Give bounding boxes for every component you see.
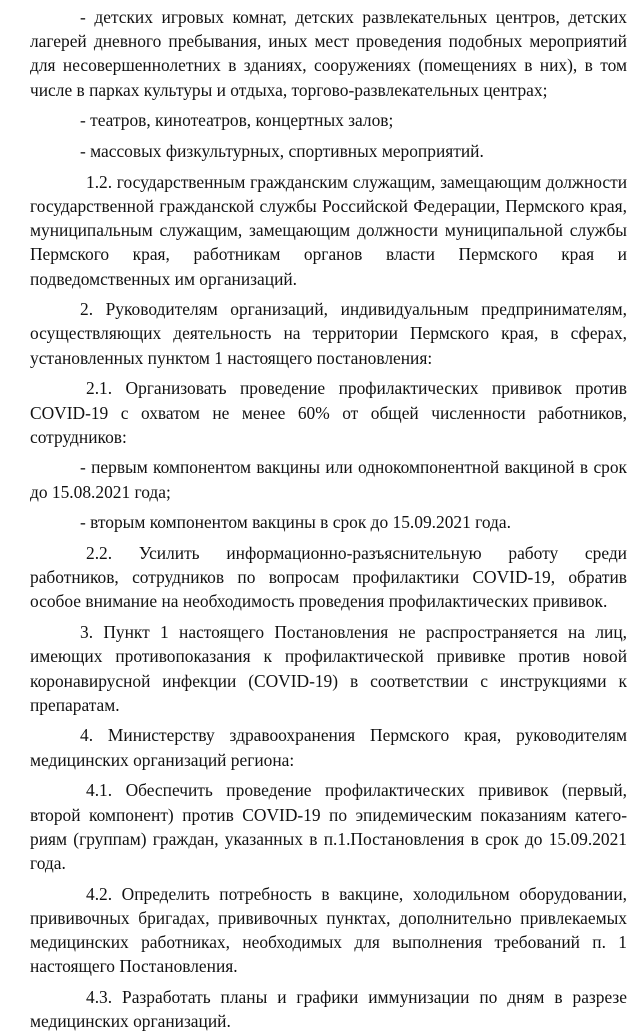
paragraph-2-1: 2.1. Организовать проведение профилактических прививок против COVID-19 с охватом не менее 60% от общей численности работников, сотрудников:	[30, 378, 627, 447]
paragraph-2: 2. Руководителям организаций, индивидуальным предпринимателям, осуществляющих деятельность на территории Пермского края, в сферах, установленных пунктом 1 настоящего постановления:	[30, 299, 627, 368]
paragraph-4-3: 4.3. Разработать планы и графики иммунизации по дням в разрезе медицинских организаций.	[30, 987, 627, 1032]
paragraph-first-component: - первым компонентом вакцины или однокомпонентной вакциной в срок до 15.08.2021 года;	[30, 457, 627, 502]
paragraph-2-2: 2.2. Усилить информационно-разъяснительную работу среди работников, сотрудников по вопросам профилактики COVID-19, обратив особое внимание на необходимость проведения профилактических прививок.	[30, 543, 627, 612]
paragraph-4-1: 4.1. Обеспечить проведение профилактических прививок (первый, второй компонент) против COVID-19 по эпидемическим показаниям категориям (группам) граждан, указанных в п.1.Постановления в срок до 15.09.2021 года.	[30, 780, 627, 873]
paragraph-4: 4. Министерству здравоохранения Пермского края, руководителям медицинских организаций региона:	[30, 725, 627, 770]
paragraph-sports-events: - массовых физкультурных, спортивных мероприятий.	[80, 141, 484, 162]
paragraph-1-2: 1.2. государственным гражданским служащим, замещающим должности государственной гражданской службы Российской Федерации, Пермского края, муниципальным служащим, замещающим должности муниципальной службы Пермского края, работникам органов власти Пермского края и подведомственных им организаций.	[30, 171, 627, 289]
paragraph-children-venues: - детских игровых комнат, детских развлекательных центров, детских лагерей дневного пребывания, иных мест проведения подобных мероприятий для несовершеннолетних в зданиях, сооружениях (помещениях в них), в том числе в парках культуры и отдыха, торгово-развлекательных центрах;	[30, 7, 627, 100]
paragraph-4-2: 4.2. Определить потребность в вакцине, холодильном оборудовании, прививочных бригадах, прививочных пунктах, дополнительно привлекаемых медицинских работниках, необходимых для выполнения требований п. 1 настоящего Постановления.	[30, 883, 627, 977]
paragraph-3: 3. Пункт 1 настоящего Постановления не распространяется на лиц, имеющих противопоказания к профилактической прививке против новой коронавирусной инфекции (COVID-19) в соответствии с инструкциями к препаратам.	[30, 622, 627, 715]
paragraph-theatres: - театров, кинотеатров, концертных залов;	[80, 110, 394, 131]
paragraph-second-component: - вторым компонентом вакцины в срок до 15.09.2021 года.	[80, 512, 511, 533]
